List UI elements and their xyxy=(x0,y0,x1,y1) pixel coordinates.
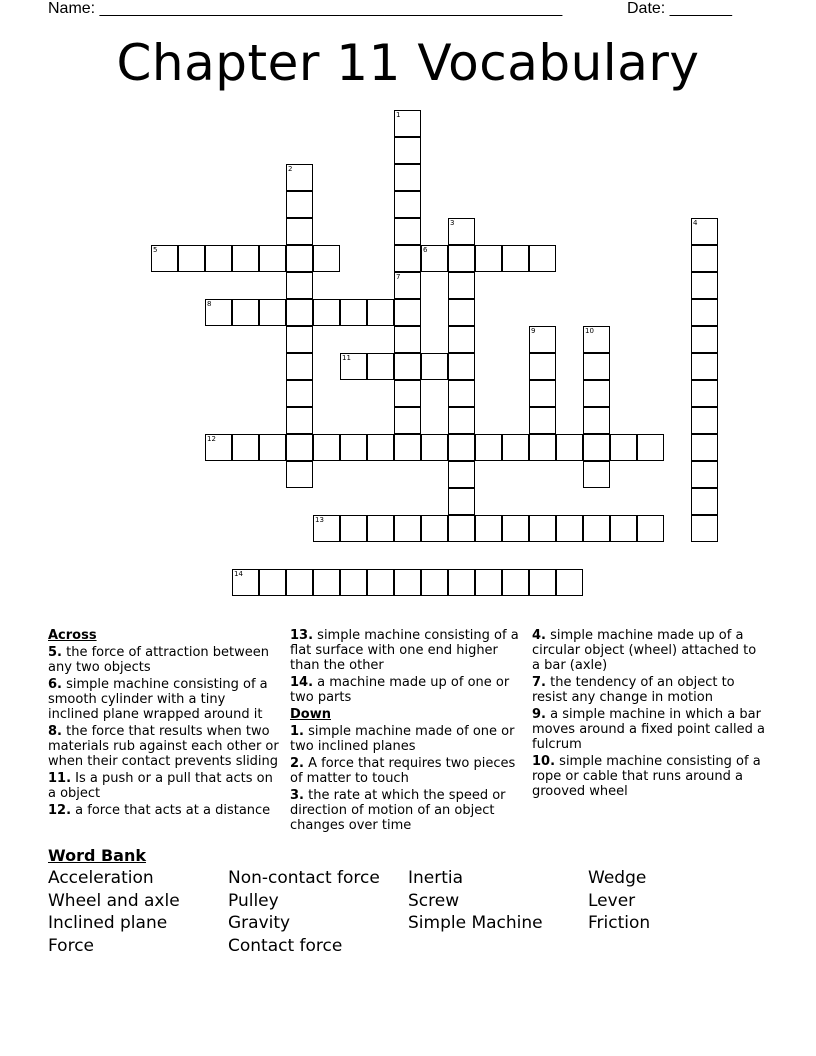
word-bank-item: Force xyxy=(48,936,94,956)
grid-cell[interactable] xyxy=(475,434,502,461)
grid-cell[interactable] xyxy=(367,434,394,461)
grid-cell[interactable] xyxy=(448,461,475,488)
clue-number: 5 xyxy=(153,246,158,254)
grid-cell[interactable] xyxy=(691,488,718,515)
word-bank-item: Acceleration xyxy=(48,868,154,888)
grid-cell[interactable] xyxy=(610,434,637,461)
grid-cell[interactable] xyxy=(394,407,421,434)
clue-number: 8 xyxy=(207,300,212,308)
grid-cell[interactable] xyxy=(475,515,502,542)
clue-text: simple machine consisting of a flat surface with one end higher than the other xyxy=(290,628,519,673)
clue-number-label: 6. xyxy=(48,677,62,692)
grid-cell[interactable] xyxy=(286,326,313,353)
grid-cell[interactable] xyxy=(583,326,610,353)
clue-number: 6 xyxy=(423,246,428,254)
clue-text: the force that results when two materials rub against each other or when their contact prevents sliding xyxy=(48,724,279,769)
grid-cell[interactable] xyxy=(286,353,313,380)
grid-cell[interactable] xyxy=(583,515,610,542)
grid-cell[interactable] xyxy=(259,434,286,461)
grid-cell[interactable] xyxy=(556,434,583,461)
grid-cell[interactable] xyxy=(259,299,286,326)
grid-cell[interactable] xyxy=(394,245,421,272)
clue-number-label: 4. xyxy=(532,628,546,643)
clues-column-1 xyxy=(48,628,280,820)
grid-cell[interactable] xyxy=(421,569,448,596)
grid-cell[interactable] xyxy=(502,245,529,272)
grid-cell[interactable] xyxy=(421,515,448,542)
clue-number: 10 xyxy=(585,327,594,335)
grid-cell[interactable] xyxy=(394,272,421,299)
grid-cell[interactable] xyxy=(583,434,610,461)
grid-cell[interactable] xyxy=(448,353,475,380)
grid-cell[interactable] xyxy=(691,272,718,299)
clue-item xyxy=(290,756,522,786)
word-bank-item: Simple Machine xyxy=(408,913,543,933)
grid-cell[interactable] xyxy=(637,434,664,461)
grid-cell[interactable] xyxy=(448,272,475,299)
date-field-label[interactable]: Date: _______ xyxy=(627,0,732,17)
clue-text: A force that requires two pieces of matter to touch xyxy=(290,756,516,786)
grid-cell[interactable] xyxy=(583,353,610,380)
word-bank-title: Word Bank xyxy=(48,846,147,865)
grid-cell[interactable] xyxy=(691,326,718,353)
grid-cell[interactable] xyxy=(448,299,475,326)
grid-cell[interactable] xyxy=(286,218,313,245)
name-field-label[interactable]: Name: ____________________________________________________ xyxy=(48,0,563,17)
word-bank-item: Inclined plane xyxy=(48,913,168,933)
clue-number-label: 7. xyxy=(532,675,546,690)
clue-text: a simple machine in which a bar moves around a fixed point called a fulcrum xyxy=(532,707,765,752)
clue-number: 12 xyxy=(207,435,216,443)
clue-number-label: 8. xyxy=(48,724,62,739)
clue-item xyxy=(532,707,768,752)
word-bank-item: Wedge xyxy=(588,868,647,888)
word-bank-item: Contact force xyxy=(228,936,343,956)
grid-cell[interactable] xyxy=(394,218,421,245)
clues-column-2 xyxy=(290,628,522,835)
clue-text: simple machine consisting of a rope or cable that runs around a grooved wheel xyxy=(532,754,761,799)
clue-item xyxy=(290,724,522,754)
clue-text: the force of attraction between any two objects xyxy=(48,645,269,675)
grid-cell[interactable] xyxy=(286,245,313,272)
word-bank-item: Screw xyxy=(408,891,460,911)
grid-cell[interactable] xyxy=(394,326,421,353)
grid-cell[interactable] xyxy=(448,569,475,596)
clue-item xyxy=(48,724,280,769)
clue-number: 4 xyxy=(693,219,698,227)
grid-cell[interactable] xyxy=(691,218,718,245)
grid-cell[interactable] xyxy=(205,299,232,326)
across-heading: Across xyxy=(48,628,97,643)
grid-cell[interactable] xyxy=(394,569,421,596)
grid-cell[interactable] xyxy=(286,299,313,326)
grid-cell[interactable] xyxy=(286,461,313,488)
grid-cell[interactable] xyxy=(556,569,583,596)
grid-cell[interactable] xyxy=(259,245,286,272)
grid-cell[interactable] xyxy=(340,434,367,461)
grid-cell[interactable] xyxy=(286,434,313,461)
clue-item xyxy=(48,771,280,801)
clue-number-label: 5. xyxy=(48,645,62,660)
clue-text: the rate at which the speed or direction of motion of an object changes over time xyxy=(290,788,506,833)
grid-cell[interactable] xyxy=(691,245,718,272)
clue-item xyxy=(532,628,768,673)
word-bank-item: Lever xyxy=(588,891,636,911)
grid-cell[interactable] xyxy=(583,461,610,488)
word-bank-item: Inertia xyxy=(408,868,464,888)
grid-cell[interactable] xyxy=(367,299,394,326)
grid-cell[interactable] xyxy=(394,164,421,191)
grid-cell[interactable] xyxy=(421,245,448,272)
clue-number: 9 xyxy=(531,327,536,335)
grid-cell[interactable] xyxy=(475,245,502,272)
grid-cell[interactable] xyxy=(232,434,259,461)
grid-cell[interactable] xyxy=(340,569,367,596)
grid-cell[interactable] xyxy=(286,380,313,407)
grid-cell[interactable] xyxy=(367,569,394,596)
clue-number: 13 xyxy=(315,516,324,524)
clue-text: simple machine consisting of a smooth cylinder with a tiny inclined plane wrapped around it xyxy=(48,677,268,722)
grid-cell[interactable] xyxy=(610,515,637,542)
grid-cell[interactable] xyxy=(529,245,556,272)
grid-cell[interactable] xyxy=(529,326,556,353)
grid-cell[interactable] xyxy=(313,515,340,542)
grid-cell[interactable] xyxy=(367,353,394,380)
grid-cell[interactable] xyxy=(448,326,475,353)
grid-cell[interactable] xyxy=(340,299,367,326)
clue-item xyxy=(48,803,280,818)
grid-cell[interactable] xyxy=(286,191,313,218)
grid-cell[interactable] xyxy=(502,434,529,461)
grid-cell[interactable] xyxy=(286,164,313,191)
grid-cell[interactable] xyxy=(394,515,421,542)
clue-text: simple machine made of one or two inclined planes xyxy=(290,724,515,754)
page-title: Chapter 11 Vocabulary xyxy=(116,34,700,92)
grid-cell[interactable] xyxy=(394,137,421,164)
clue-number-label: 2. xyxy=(290,756,304,771)
clue-number: 7 xyxy=(396,273,401,281)
grid-cell[interactable] xyxy=(691,407,718,434)
clue-number: 1 xyxy=(396,111,401,119)
grid-cell[interactable] xyxy=(529,569,556,596)
grid-cell[interactable] xyxy=(556,515,583,542)
word-bank-item: Friction xyxy=(588,913,651,933)
clue-item xyxy=(532,675,768,705)
grid-cell[interactable] xyxy=(421,353,448,380)
clue-number-label: 1. xyxy=(290,724,304,739)
grid-cell[interactable] xyxy=(394,110,421,137)
grid-cell[interactable] xyxy=(394,434,421,461)
grid-cell[interactable] xyxy=(286,272,313,299)
grid-cell[interactable] xyxy=(394,353,421,380)
grid-cell[interactable] xyxy=(340,353,367,380)
grid-cell[interactable] xyxy=(529,380,556,407)
grid-cell[interactable] xyxy=(448,380,475,407)
clue-number: 14 xyxy=(234,570,243,578)
clue-item xyxy=(48,677,280,722)
clue-number-label: 14. xyxy=(290,675,314,690)
grid-cell[interactable] xyxy=(448,434,475,461)
clue-number: 3 xyxy=(450,219,455,227)
grid-cell[interactable] xyxy=(259,569,286,596)
grid-cell[interactable] xyxy=(367,515,394,542)
clue-number-label: 12. xyxy=(48,803,72,818)
clue-item xyxy=(290,628,522,673)
clue-number: 2 xyxy=(288,165,293,173)
grid-cell[interactable] xyxy=(313,245,340,272)
grid-cell[interactable] xyxy=(313,434,340,461)
grid-cell[interactable] xyxy=(448,488,475,515)
grid-cell[interactable] xyxy=(286,407,313,434)
grid-cell[interactable] xyxy=(448,245,475,272)
clue-number-label: 9. xyxy=(532,707,546,722)
clue-number-label: 11. xyxy=(48,771,72,786)
grid-cell[interactable] xyxy=(421,434,448,461)
grid-cell[interactable] xyxy=(583,380,610,407)
word-bank-item: Gravity xyxy=(228,913,291,933)
word-bank-item: Pulley xyxy=(228,891,279,911)
grid-cell[interactable] xyxy=(691,353,718,380)
grid-cell[interactable] xyxy=(637,515,664,542)
grid-cell[interactable] xyxy=(691,380,718,407)
grid-cell[interactable] xyxy=(151,245,178,272)
grid-cell[interactable] xyxy=(529,434,556,461)
grid-cell[interactable] xyxy=(394,380,421,407)
grid-cell[interactable] xyxy=(691,515,718,542)
grid-cell[interactable] xyxy=(313,299,340,326)
grid-cell[interactable] xyxy=(691,299,718,326)
clue-item xyxy=(532,754,768,799)
down-heading: Down xyxy=(290,707,331,722)
grid-cell[interactable] xyxy=(691,434,718,461)
grid-cell[interactable] xyxy=(205,434,232,461)
grid-cell[interactable] xyxy=(448,515,475,542)
grid-cell[interactable] xyxy=(529,353,556,380)
grid-cell[interactable] xyxy=(286,569,313,596)
grid-cell[interactable] xyxy=(394,299,421,326)
grid-cell[interactable] xyxy=(340,515,367,542)
clue-text: simple machine made up of a circular object (wheel) attached to a bar (axle) xyxy=(532,628,757,673)
grid-cell[interactable] xyxy=(448,407,475,434)
clue-item xyxy=(290,675,522,705)
word-bank-item: Non-contact force xyxy=(228,868,380,888)
clue-number-label: 10. xyxy=(532,754,556,769)
clue-text: a force that acts at a distance xyxy=(75,803,271,818)
grid-cell[interactable] xyxy=(205,245,232,272)
clue-text: Is a push or a pull that acts on a object xyxy=(48,771,273,801)
clue-item xyxy=(290,788,522,833)
clue-text: a machine made up of one or two parts xyxy=(290,675,510,705)
clues-column-3 xyxy=(532,628,768,801)
clue-number: 11 xyxy=(342,354,351,362)
grid-cell[interactable] xyxy=(691,461,718,488)
grid-cell[interactable] xyxy=(529,515,556,542)
grid-cell[interactable] xyxy=(232,569,259,596)
grid-cell[interactable] xyxy=(232,245,259,272)
grid-cell[interactable] xyxy=(475,569,502,596)
grid-cell[interactable] xyxy=(232,299,259,326)
grid-cell[interactable] xyxy=(502,569,529,596)
clue-text: the tendency of an object to resist any change in motion xyxy=(532,675,735,705)
clue-number-label: 13. xyxy=(290,628,314,643)
grid-cell[interactable] xyxy=(394,191,421,218)
grid-cell[interactable] xyxy=(583,407,610,434)
clue-number-label: 3. xyxy=(290,788,304,803)
grid-cell[interactable] xyxy=(502,515,529,542)
grid-cell[interactable] xyxy=(529,407,556,434)
grid-cell[interactable] xyxy=(313,569,340,596)
clue-item xyxy=(48,645,280,675)
grid-cell[interactable] xyxy=(448,218,475,245)
word-bank-item: Wheel and axle xyxy=(48,891,180,911)
grid-cell[interactable] xyxy=(178,245,205,272)
